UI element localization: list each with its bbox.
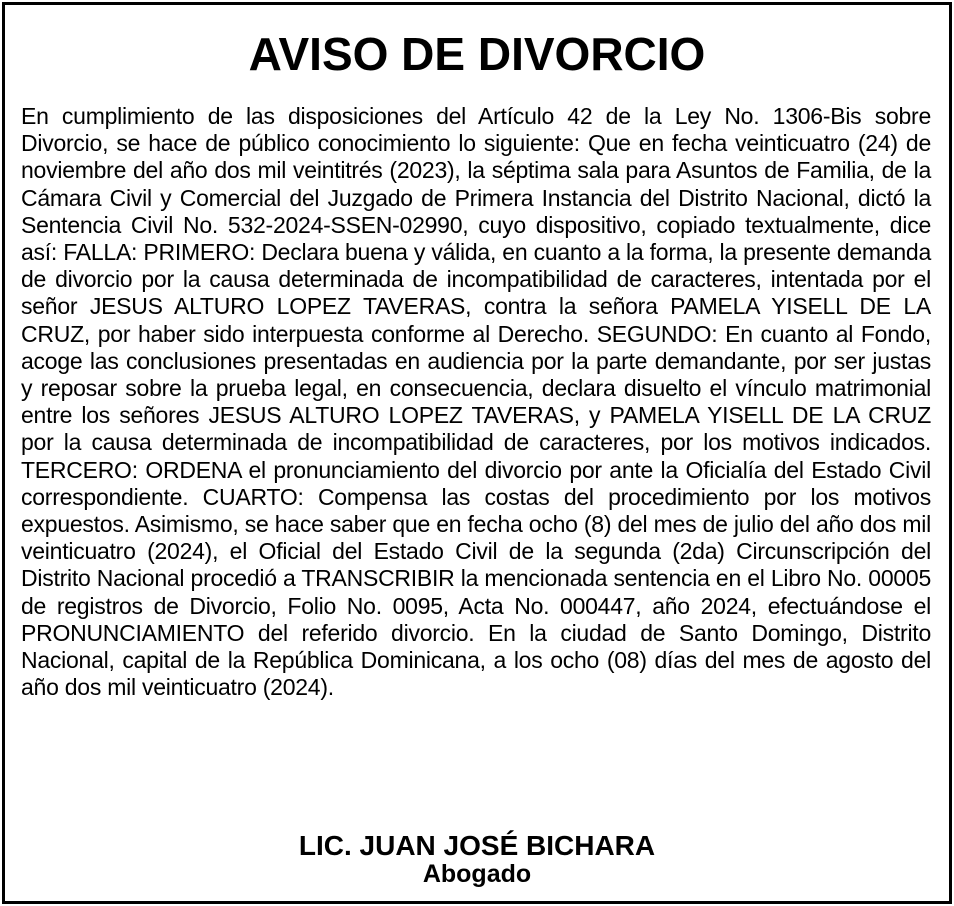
signature-name: LIC. JUAN JOSÉ BICHARA xyxy=(298,830,656,861)
notice-title: AVISO DE DIVORCIO xyxy=(248,28,706,80)
signature-block xyxy=(5,831,949,889)
notice-body: En cumplimiento de las disposiciones del Artículo 42 de la Ley No. 1306-Bis sobre Divorcio, se hace de público conocimiento lo siguiente: Que en fecha veinticuatro (24) de noviembre del año dos mil veintitrés (2023), la séptima sala para Asuntos de Familia, de la Cámara Civil y Comercial del Juzgado de Primera Instancia del Distrito Nacional, dictó la Sentencia Civil No. 532-2024-SSEN-02990, cuyo dispositivo, copiado textualmente, dice así: FALLA: PRIMERO: Declara buena y válida, en cuanto a la forma, la presente demanda de divorcio por la causa determinada de incompatibilidad de caracteres, intentada por el señor JESUS ALTURO LOPEZ TAVERAS, contra la señora PAMELA YISELL DE LA CRUZ, por haber sido interpuesta conforme al Derecho. SEGUNDO: En cuanto al Fondo, acoge las conclusiones presentadas en audiencia por la parte demandante, por ser justas y reposar sobre la prueba legal, en consecuencia, declara disuelto el vínculo matrimonial entre los señores JESUS ALTURO LOPEZ TAVERAS, y PAMELA YISELL DE LA CRUZ por la causa determinada de incompatibilidad de caracteres, por los motivos indicados. TERCERO: ORDENA el pronunciamiento del divorcio por ante la Oficialía del Estado Civil correspondiente. CUARTO: Compensa las costas del procedimiento por los motivos expuestos. Asimismo, se hace saber que en fecha ocho (8) del mes de julio del año dos mil veinticuatro (2024), el Oficial del Estado Civil de la segunda (2da) Circunscripción del Distrito Nacional procedió a TRANSCRIBIR la mencionada sentencia en el Libro No. 00005 de registros de Divorcio, Folio No. 0095, Acta No. 000447, año 2024, efectuándose el PRONUNCIAMIENTO del referido divorcio. En la ciudad de Santo Domingo, Distrito Nacional, capital de la República Dominicana, a los ocho (08) días del mes de agosto del año dos mil veinticuatro (2024). xyxy=(21,103,931,701)
signature-role: Abogado xyxy=(422,860,532,888)
divorce-notice xyxy=(2,2,952,904)
